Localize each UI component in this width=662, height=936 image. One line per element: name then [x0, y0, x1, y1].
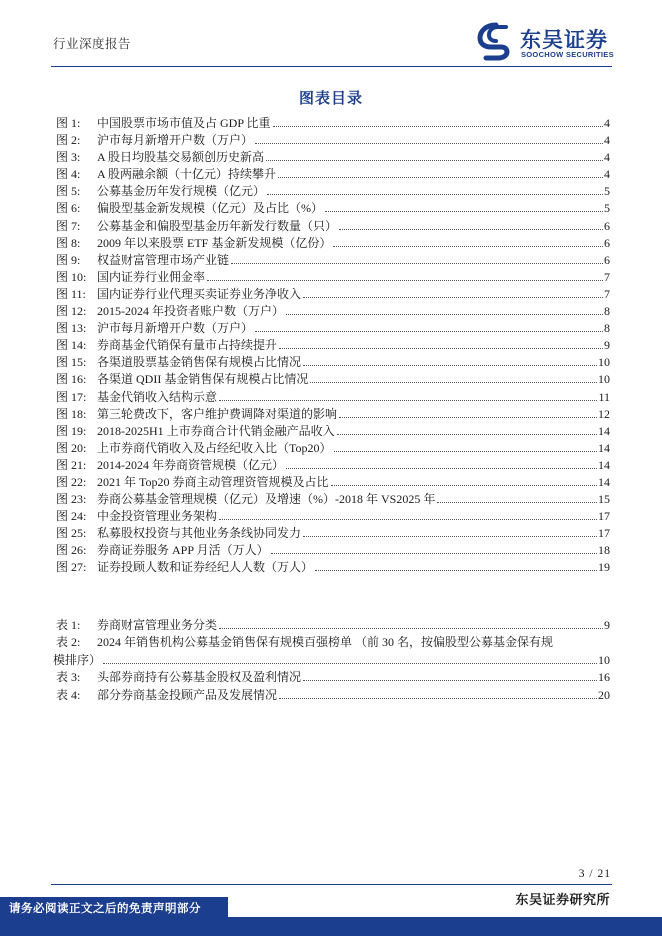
- toc-leader-dots: [279, 348, 603, 349]
- toc-entry-page: 20: [598, 687, 610, 702]
- toc-leader-dots: [286, 314, 603, 315]
- toc-entry-label: 图 4:: [56, 167, 81, 182]
- toc-entry-title: 各渠道 QDII 基金销售保有规模占比情况: [97, 372, 309, 387]
- toc-entry[interactable]: [56, 542, 610, 559]
- toc-entry-title: 券商财富管理业务分类: [97, 618, 218, 632]
- toc-entry-page: 4: [604, 116, 610, 130]
- toc-leader-dots: [273, 126, 603, 127]
- toc-entry-label: 图 26:: [56, 543, 87, 558]
- toc-entry[interactable]: [56, 115, 610, 132]
- toc-entry-label: 图 2:: [56, 133, 81, 148]
- toc-entry[interactable]: [56, 423, 610, 440]
- toc-leader-dots: [266, 160, 603, 161]
- toc-entry-title: 证券投顾人数和证券经纪人人数（万人）: [97, 560, 314, 575]
- toc-entry-title: 沪市每月新增开户数（万户）: [97, 133, 254, 148]
- toc-entry-title: A 股日均股基交易额创历史新高: [97, 150, 265, 165]
- toc-entry[interactable]: [56, 218, 610, 235]
- toc-leader-dots: [267, 194, 603, 195]
- toc-leader-dots: [219, 400, 597, 401]
- toc-leader-dots: [310, 382, 597, 383]
- toc-entry[interactable]: [56, 337, 610, 354]
- toc-entry-page: 9: [604, 618, 610, 632]
- toc-leader-dots: [103, 663, 597, 664]
- toc-entry-title: 私募股权投资与其他业务条线协同发力: [97, 526, 302, 541]
- toc-entry[interactable]: [56, 687, 610, 704]
- toc-leader-dots: [219, 628, 603, 629]
- header-divider: [51, 66, 612, 67]
- toc-entry-page: 6: [604, 218, 610, 233]
- toc-entry-page: 10: [598, 652, 610, 667]
- toc-leader-dots: [219, 519, 597, 520]
- toc-entry-label: 图 19:: [56, 423, 87, 438]
- toc-entry-title: 2015-2024 年投资者账户数（万户）: [97, 304, 284, 319]
- toc-entry[interactable]: [56, 669, 610, 686]
- toc-entry[interactable]: [56, 457, 610, 474]
- toc-entry[interactable]: [56, 617, 610, 634]
- toc-entry-label: 图 23:: [56, 492, 87, 507]
- footer-divider: [51, 884, 612, 885]
- toc-entry-page: 7: [604, 286, 610, 301]
- disclaimer-text: 请务必阅读正文之后的免责声明部分: [9, 903, 201, 915]
- toc-entry-page: 9: [604, 338, 610, 353]
- toc-entry-title: 中金投资管理业务架构: [97, 509, 218, 524]
- toc-entry[interactable]: [56, 406, 610, 423]
- figure-list: [56, 115, 610, 577]
- toc-entry-label: 图 9:: [56, 252, 81, 267]
- toc-entry[interactable]: [56, 508, 610, 525]
- toc-entry-title: 2014-2024 年券商资管规模（亿元）: [97, 457, 284, 472]
- toc-leader-dots: [315, 570, 597, 571]
- toc-entry-page: 17: [598, 509, 610, 524]
- toc-leader-dots: [337, 434, 597, 435]
- institute-name: 东吴证券研究所: [515, 892, 610, 907]
- toc-entry[interactable]: [56, 200, 610, 217]
- toc-entry-title: 券商基金代销保有量市占持续提升: [97, 338, 278, 353]
- toc-entry-title: 2018-2025H1 上市券商合计代销金融产品收入: [97, 423, 335, 438]
- toc-entry[interactable]: [56, 269, 610, 286]
- toc-entry-page: 11: [598, 389, 610, 404]
- toc-entry[interactable]: [56, 354, 610, 371]
- toc-leader-dots: [271, 553, 597, 554]
- toc-entry-page: 5: [604, 201, 610, 216]
- toc-entry[interactable]: [56, 525, 610, 542]
- toc-entry-title: 上市券商代销收入及占经纪收入比（Top20）: [97, 440, 332, 455]
- toc-entry-title: 权益财富管理市场产业链: [97, 252, 230, 267]
- toc-entry-label: 表 4:: [56, 687, 81, 702]
- toc-entry-title: 券商证券服务 APP 月活（万人）: [97, 543, 269, 558]
- toc-entry[interactable]: [56, 474, 610, 491]
- toc-leader-dots: [331, 485, 598, 486]
- toc-entry[interactable]: [56, 252, 610, 269]
- toc-entry-label: 表 1:: [56, 618, 81, 632]
- toc-entry[interactable]: [56, 491, 610, 508]
- toc-leader-dots: [207, 280, 603, 281]
- toc-entry-label: 图 11:: [56, 286, 86, 301]
- toc-entry-page: 19: [598, 560, 610, 575]
- toc-entry-label: 表 3:: [56, 670, 81, 685]
- toc-leader-dots: [231, 263, 603, 264]
- toc-entry-label: 图 27:: [56, 560, 87, 575]
- logo-text-cn: 东吴证券: [520, 28, 608, 52]
- toc-entry-title: 公募基金历年发行规模（亿元）: [97, 184, 266, 199]
- toc-entry-page: 8: [604, 304, 610, 319]
- logo-text-en: SOOCHOW SECURITIES: [521, 50, 614, 59]
- toc-entry-label: 图 24:: [56, 509, 87, 524]
- toc-entry-title: 头部券商持有公募基金股权及盈利情况: [97, 670, 302, 685]
- toc-entry-page: 17: [598, 526, 610, 541]
- toc-entry-page: 18: [598, 543, 610, 558]
- toc-entry-label: 图 25:: [56, 526, 87, 541]
- toc-entry-page: 4: [604, 150, 610, 165]
- toc-entry-title: A 股两融余额（十亿元）持续攀升: [97, 167, 277, 182]
- toc-entry-page: 4: [604, 167, 610, 182]
- toc-entry-page: 7: [604, 269, 610, 284]
- toc-entry-label: 图 12:: [56, 304, 87, 319]
- toc-entry-title-cont: 模排序）: [53, 652, 102, 667]
- toc-leader-dots: [286, 468, 597, 469]
- brand-logo: [476, 20, 616, 64]
- toc-entry-label: 图 13:: [56, 321, 87, 336]
- toc-entry-label: 图 3:: [56, 150, 81, 165]
- toc-entry-page: 12: [598, 406, 610, 421]
- toc-entry-page: 14: [598, 423, 610, 438]
- toc-leader-dots: [339, 229, 603, 230]
- toc-entry-title: 基金代销收入结构示意: [97, 389, 218, 404]
- toc-entry-label: 图 10:: [56, 269, 87, 284]
- toc-entry-page: 15: [598, 492, 610, 507]
- toc-entry-page: 4: [604, 133, 610, 148]
- toc-entry-page: 14: [598, 474, 610, 489]
- toc-entry-title: 沪市每月新增开户数（万户）: [97, 321, 254, 336]
- toc-entry-title: 2021 年 Top20 券商主动管理资管规模及占比: [97, 474, 329, 489]
- toc-entry-label: 图 17:: [56, 389, 87, 404]
- toc-entry-page: 6: [604, 235, 610, 250]
- toc-entry[interactable]: [56, 371, 610, 388]
- toc-entry[interactable]: [56, 559, 610, 576]
- toc-title: 图表目录: [298, 91, 363, 107]
- toc-entry[interactable]: [56, 440, 610, 457]
- toc-entry-title: 部分券商基金投顾产品及发展情况: [97, 687, 278, 702]
- toc-leader-dots: [333, 246, 603, 247]
- toc-entry-page: 10: [598, 372, 610, 387]
- toc-entry-label: 图 7:: [56, 218, 81, 233]
- toc-entry-title: 券商公募基金管理规模（亿元）及增速（%）-2018 年 VS2025 年: [97, 492, 436, 507]
- toc-leader-dots: [303, 536, 597, 537]
- toc-entry-title: 偏股型基金新发规模（亿元）及占比（%）: [97, 201, 323, 216]
- toc-entry[interactable]: [56, 235, 610, 252]
- toc-leader-dots: [325, 211, 603, 212]
- toc-entry[interactable]: [56, 303, 610, 320]
- toc-leader-dots: [334, 451, 598, 452]
- toc-leader-dots: [278, 177, 603, 178]
- toc-entry-label: 图 15:: [56, 355, 87, 370]
- toc-entry-page: 16: [598, 670, 610, 685]
- toc-entry[interactable]: [56, 183, 610, 200]
- toc-leader-dots: [279, 698, 597, 699]
- toc-leader-dots: [437, 502, 597, 503]
- report-category: 行业深度报告: [53, 37, 132, 51]
- toc-entry-label: 图 6:: [56, 201, 81, 216]
- toc-entry-label: 图 14:: [56, 338, 87, 353]
- toc-entry-label: 图 18:: [56, 406, 87, 421]
- toc-entry-label: 图 5:: [56, 184, 81, 199]
- toc-entry[interactable]: [56, 320, 610, 337]
- toc-entry-label: 图 20:: [56, 440, 87, 455]
- toc-leader-dots: [255, 143, 603, 144]
- toc-entry[interactable]: [56, 286, 610, 303]
- toc-entry-page: 14: [598, 457, 610, 472]
- toc-entry-title: 2024 年销售机构公募基金销售保有规模百强榜单 （前 30 名，按偏股型公募基金保有规: [97, 635, 554, 650]
- toc-entry-page: 8: [604, 321, 610, 336]
- toc-entry[interactable]: [56, 166, 610, 183]
- toc-entry-page: 5: [604, 184, 610, 199]
- soochow-logo-icon: [476, 22, 516, 62]
- toc-leader-dots: [303, 680, 597, 681]
- toc-entry-page: 14: [598, 440, 610, 455]
- toc-entry-page: 6: [604, 252, 610, 267]
- table-list: [53, 617, 610, 704]
- toc-entry-title: 国内证券行业佣金率: [97, 269, 206, 284]
- toc-entry-label: 图 1:: [56, 116, 81, 130]
- footer-band: [0, 917, 662, 936]
- toc-entry-title: 各渠道股票基金销售保有规模占比情况: [97, 355, 302, 370]
- toc-entry[interactable]: [53, 634, 610, 669]
- toc-entry[interactable]: [56, 149, 610, 166]
- toc-entry-label: 图 21:: [56, 457, 87, 472]
- toc-leader-dots: [303, 297, 603, 298]
- toc-entry[interactable]: [56, 132, 610, 149]
- toc-entry-title: 国内证券行业代理买卖证券业务净收入: [97, 286, 302, 301]
- toc-entry-title: 第三轮费改下，客户维护费调降对渠道的影响: [97, 406, 338, 421]
- toc-leader-dots: [303, 365, 597, 366]
- page-number: 3 / 21: [578, 868, 611, 880]
- toc-entry-title: 公募基金和偏股型基金历年新发行数量（只）: [97, 218, 338, 233]
- toc-entry-label: 图 16:: [56, 372, 87, 387]
- toc-entry-title: 2009 年以来股票 ETF 基金新发规模（亿份）: [97, 235, 332, 250]
- toc-entry[interactable]: [56, 389, 610, 406]
- toc-leader-dots: [339, 417, 597, 418]
- toc-entry-title: 中国股票市场市值及占 GDP 比重: [97, 116, 271, 130]
- toc-entry-label: 图 8:: [56, 235, 81, 250]
- toc-entry-page: 10: [598, 355, 610, 370]
- toc-entry-label: 图 22:: [56, 474, 87, 489]
- toc-leader-dots: [255, 331, 603, 332]
- toc-entry-label: 表 2:: [56, 635, 81, 650]
